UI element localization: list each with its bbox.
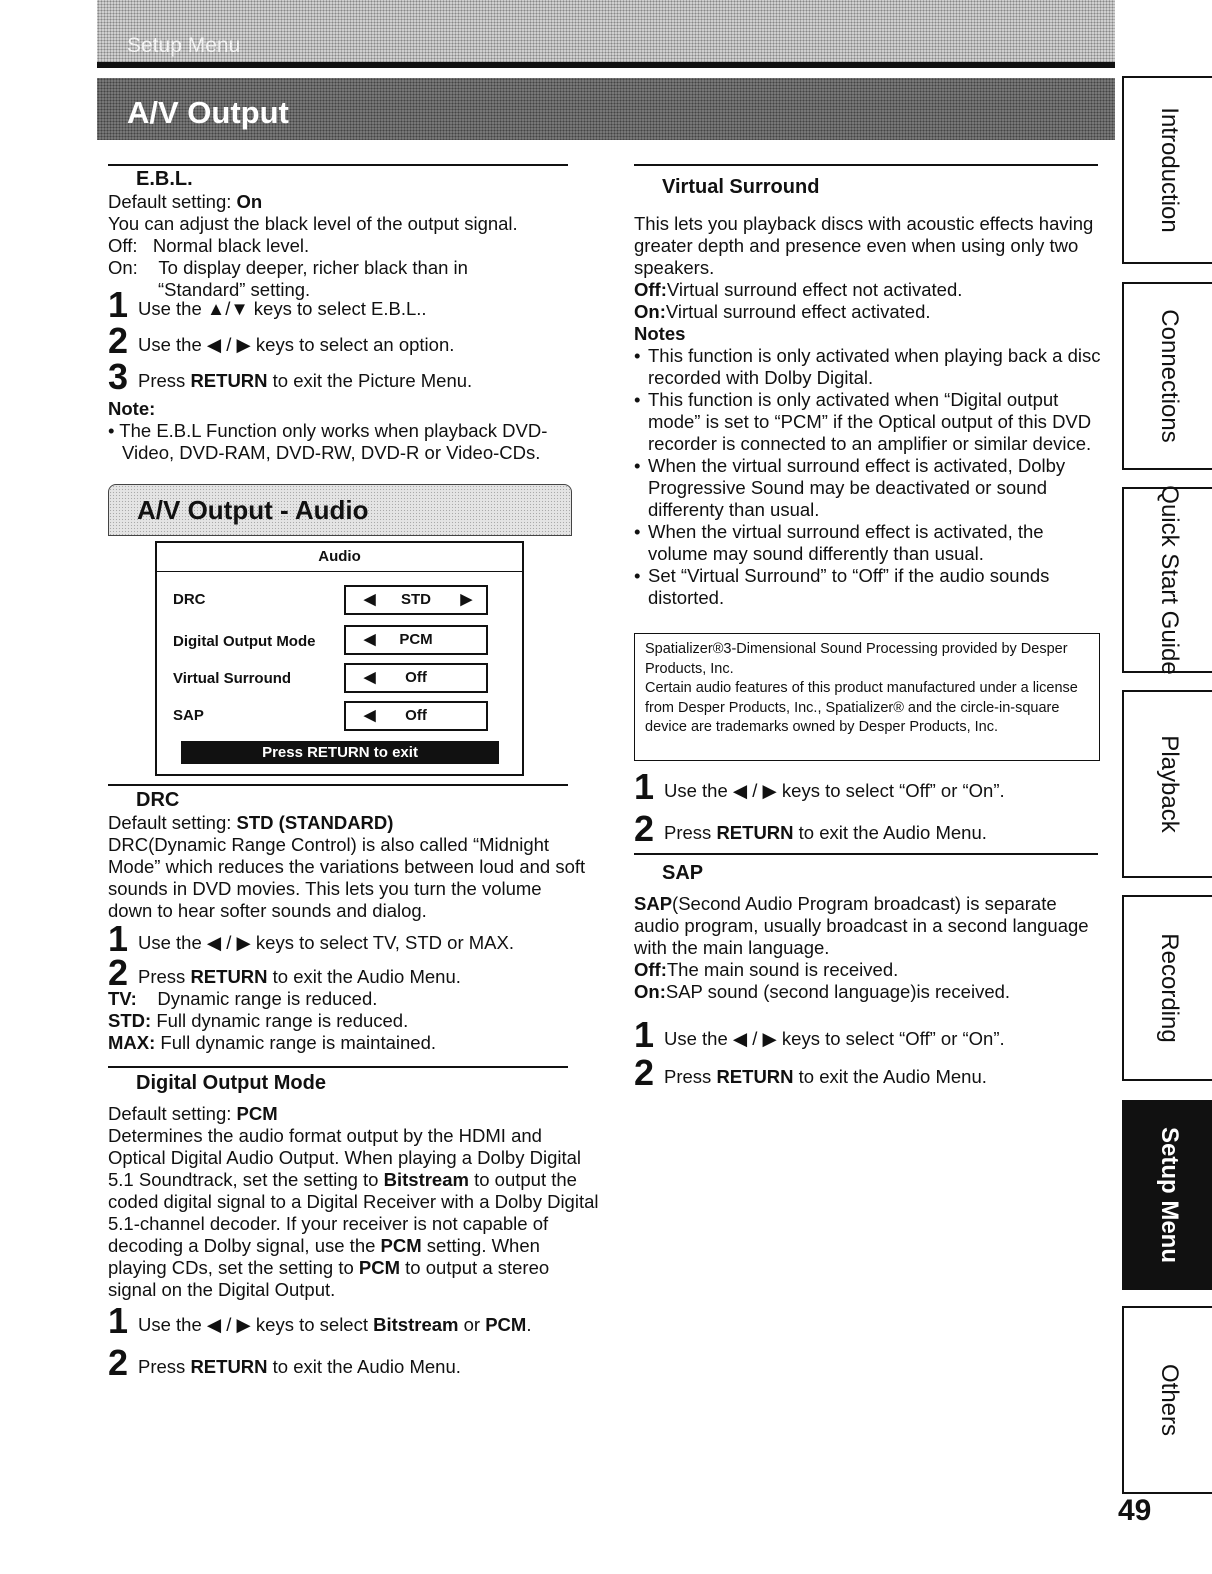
sap-step-2: 2 Press RETURN to exit the Audio Menu. xyxy=(634,1052,987,1093)
sap-step-1: 1 Use the ◀ / ▶ keys to select “Off” or “On”. xyxy=(634,1014,1005,1055)
menu-label-virtual-surround: Virtual Surround xyxy=(173,670,292,687)
menu-label-digital-output-mode: Digital Output Mode xyxy=(173,633,316,650)
menu-label-drc: DRC xyxy=(173,591,206,608)
divider xyxy=(108,784,568,786)
section-label: Setup Menu xyxy=(127,34,241,57)
dom-desc: Determines the audio format output by the HDMI and Optical Digital Audio Output. When playing a Dolby Digital 5.1 Soundtrack, set the setting to Bitstream to output the coded digital signal to a Digital Receiver with a Dolby Digital 5.1-channel decoder. If your receiver is not capable of decoding a Dolby signal, use the PCM setting. When playing CDs, set the setting to PCM to output a stereo signal on the Digital Output. xyxy=(108,1125,599,1300)
drc-heading: DRC xyxy=(136,789,180,811)
tab-quick-start-guide[interactable]: Quick Start Guide xyxy=(1122,487,1212,673)
page-title: A/V Output xyxy=(127,95,289,130)
ebl-step-3: 3 Press RETURN to exit the Picture Menu. xyxy=(108,356,473,397)
vs-section: Virtual Surround This lets you playback discs with acoustic effects having greater depth and presence even when using only two speakers. Off:Virtual surround effect not activated. On:Virtual surround effect activated. Notes • This function is only activated when playing back a disc recorded with Dolby Digital. • This function is only activated when “Digital output mode” is set to “PCM” if the Optical output of this DVD recorder is connected to an amplifier or similar device. • When the virtual surround effect is activated, Dolby Progressive Sound may be deactivated or sound differenty than usual. • When the virtual surround effect is activated, the volume may sound differently than usual. • Set “Virtual Surround” to “Off” if the audio sounds distorted. xyxy=(634,176,1104,609)
vs-heading: Virtual Surround xyxy=(662,176,820,198)
sap-desc: SAP(Second Audio Program broadcast) is separate audio program, usually broadcast in a second language with the main language. xyxy=(634,893,1089,958)
audio-subsection-title-bar xyxy=(108,484,572,536)
drc-section: DRC Default setting: STD (STANDARD) DRC(Dynamic Range Control) is also called “Midnight Mode” which reduces the variations between loud and soft sounds in DVD movies. This lets you turn the volume down to hear softer sounds and dialog. xyxy=(108,789,590,922)
dom-section: Digital Output Mode Default setting: PCM Determines the audio format output by the HDMI and Optical Digital Audio Output. When playing a Dolby Digital 5.1 Soundtrack, set the setting to Bitstream to output the coded digital signal to a Digital Receiver with a Dolby Digital 5.1-channel decoder. If your receiver is not capable of decoding a Dolby signal, use the PCM setting. When playing CDs, set the setting to PCM to output a stereo signal on the Digital Output. xyxy=(108,1072,599,1300)
list-item: • When the virtual surround effect is activated, the volume may sound differently than usual. xyxy=(634,521,1104,565)
dom-step-2: 2 Press RETURN to exit the Audio Menu. xyxy=(108,1342,461,1383)
drc-step-1: 1 Use the ◀ / ▶ keys to select TV, STD or MAX. xyxy=(108,918,514,959)
sap-section: SAP SAP(Second Audio Program broadcast) is separate audio program, usually broadcast in a second language with the main language. Off:The main sound is received. On:SAP sound (second language)is received. xyxy=(634,862,1104,1003)
vs-notes xyxy=(634,345,1104,609)
ebl-note: Note: • The E.B.L Function only works when playback DVD-Video, DVD-RAM, DVD-RW, DVD-R or Video-CDs. xyxy=(108,398,548,463)
left-arrow-icon: ◀ xyxy=(364,631,376,648)
left-arrow-icon: ◀ xyxy=(364,707,376,724)
drc-options: TV: Dynamic range is reduced. STD: Full dynamic range is reduced. MAX: Full dynamic range is maintained. xyxy=(108,988,436,1053)
page-number: 49 xyxy=(1118,1494,1152,1527)
divider xyxy=(108,1066,568,1068)
divider xyxy=(634,164,1098,166)
menu-exit-bar[interactable]: Press RETURN to exit xyxy=(181,741,499,764)
menu-value-digital-output-mode[interactable]: ◀ PCM xyxy=(344,625,488,655)
ebl-step-2: 2 Use the ◀ / ▶ keys to select an option. xyxy=(108,320,455,361)
menu-value-virtual-surround[interactable]: ◀ Off xyxy=(344,663,488,693)
audio-subsection-title: A/V Output - Audio xyxy=(137,495,369,525)
right-arrow-icon: ▶ xyxy=(460,591,472,608)
list-item: • This function is only activated when “Digital output mode” is set to “PCM” if the Optical output of this DVD recorder is connected to an amplifier or similar device. xyxy=(634,389,1104,455)
list-item: • Set “Virtual Surround” to “Off” if the audio sounds distorted. xyxy=(634,565,1104,609)
drc-step-2: 2 Press RETURN to exit the Audio Menu. xyxy=(108,952,461,993)
ebl-heading: E.B.L. xyxy=(136,168,193,190)
tab-others[interactable]: Others xyxy=(1122,1306,1212,1494)
tab-introduction[interactable]: Introduction xyxy=(1122,76,1212,264)
vs-step-1: 1 Use the ◀ / ▶ keys to select “Off” or “On”. xyxy=(634,766,1005,807)
section-header-strip xyxy=(97,0,1115,68)
vs-desc: This lets you playback discs with acoustic effects having greater depth and presence even when using only two speakers. xyxy=(634,213,1094,278)
audio-menu-title: Audio xyxy=(157,543,522,572)
divider xyxy=(634,853,1098,855)
menu-label-sap: SAP xyxy=(173,707,204,724)
left-arrow-icon: ◀ xyxy=(364,669,376,686)
tab-connections[interactable]: Connections xyxy=(1122,282,1212,470)
menu-value-sap[interactable]: ◀ Off xyxy=(344,701,488,731)
divider xyxy=(108,164,568,166)
list-item: • This function is only activated when playing back a disc recorded with Dolby Digital. xyxy=(634,345,1104,389)
ebl-desc: You can adjust the black level of the output signal. xyxy=(108,213,518,234)
sap-heading: SAP xyxy=(662,862,704,884)
trademark-note-box: Spatializer®3-Dimensional Sound Processing provided by Desper Products, Inc. Certain audio features of this product manufactured under a license from Desper Products, Inc., Spatializer® and the circle-in-square device are trademarks owned by Desper Products, Inc. xyxy=(634,633,1100,761)
tab-recording[interactable]: Recording xyxy=(1122,895,1212,1081)
drc-desc: DRC(Dynamic Range Control) is also called “Midnight Mode” which reduces the variations between loud and soft sounds in DVD movies. This lets you turn the volume down to hear softer sounds and dialog. xyxy=(108,834,586,921)
tab-setup-menu[interactable]: Setup Menu xyxy=(1122,1100,1212,1290)
page-title-bar xyxy=(97,78,1115,140)
menu-value-drc[interactable]: ◀ STD ▶ xyxy=(344,585,488,615)
vs-step-2: 2 Press RETURN to exit the Audio Menu. xyxy=(634,808,987,849)
left-arrow-icon: ◀ xyxy=(364,591,376,608)
ebl-section: E.B.L. Default setting: On You can adjust the black level of the output signal. Off: Normal black level. On: To display deeper, richer black than in “Standard” setting. xyxy=(108,168,578,301)
tab-playback[interactable]: Playback xyxy=(1122,690,1212,878)
dom-heading: Digital Output Mode xyxy=(136,1072,326,1094)
audio-menu-screenshot xyxy=(155,541,524,776)
ebl-step-1: 1 Use the ▲/▼ keys to select E.B.L.. xyxy=(108,284,427,325)
dom-step-1: 1 Use the ◀ / ▶ keys to select Bitstream or PCM. xyxy=(108,1300,532,1341)
list-item: • When the virtual surround effect is activated, Dolby Progressive Sound may be deactivated or sound differenty than usual. xyxy=(634,455,1104,521)
